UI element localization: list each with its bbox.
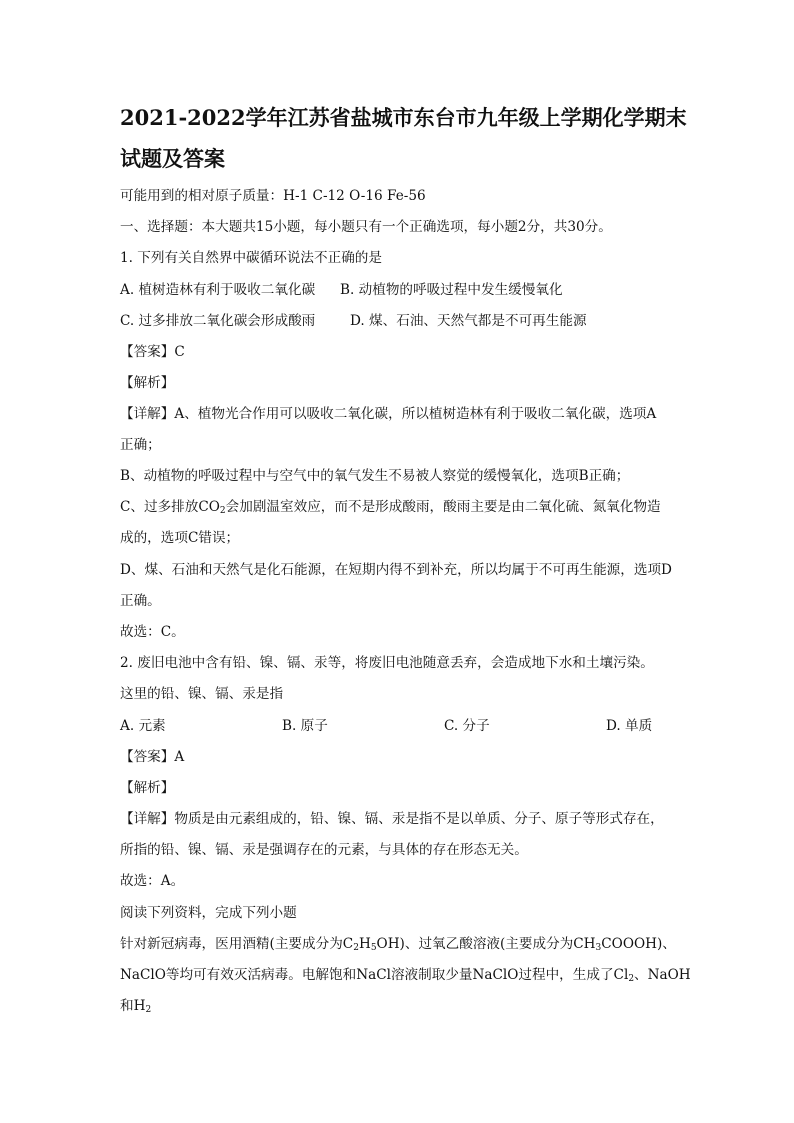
subscript: 2 <box>628 974 635 984</box>
subscript: 2 <box>353 943 359 953</box>
reading-text: COOOH)、 <box>601 936 676 952</box>
q2-detail-1 <box>120 811 664 827</box>
q2-options-row <box>120 718 652 734</box>
q1-choice: 故选：C。 <box>120 624 185 640</box>
answer-tag: 【答案】 <box>120 344 175 360</box>
q1-options-row2 <box>120 313 587 329</box>
document-title-line2: 试题及答案 <box>120 146 225 171</box>
reading-paragraph-3 <box>120 998 151 1014</box>
q2-option-b: B. 原子 <box>282 718 328 734</box>
q2-option-c: C. 分子 <box>444 718 490 734</box>
subscript: 2 <box>145 1005 152 1015</box>
q1-detail-3b: 成的，选项C错误； <box>120 530 240 546</box>
detail-tag: 【详解】 <box>120 811 175 827</box>
q2-stem-1: 2. 废旧电池中含有铅、镍、镉、汞等，将废旧电池随意丢弃，会造成地下水和土壤污染。 <box>120 655 654 671</box>
section-heading: 一、选择题：本大题共15小题，每小题只有一个正确选项，每小题2分，共30分。 <box>120 219 612 235</box>
subscript: 2 <box>219 506 226 516</box>
answer-tag: 【答案】 <box>120 749 175 765</box>
q1-stem: 1. 下列有关自然界中碳循环说法不正确的是 <box>120 250 382 266</box>
q1-answer <box>120 344 185 360</box>
subscript: 3 <box>595 943 602 953</box>
q2-option-a: A. 元素 <box>120 718 166 734</box>
q1-option-d: D. 煤、石油、天然气都是不可再生能源 <box>350 313 587 329</box>
detail-text: A、植物光合作用可以吸收二氧化碳，所以植树造林有利于吸收二氧化碳，选项A <box>174 406 657 422</box>
reading-paragraph-1 <box>120 936 676 952</box>
q1-detail-1b: 正确； <box>120 437 161 453</box>
detail-text: 物质是由元素组成的，铅、镍、镉、汞是指不是以单质、分子、原子等形式存在， <box>174 811 664 827</box>
reading-intro: 阅读下列资料，完成下列小题 <box>120 905 297 921</box>
reading-text: NaClO等均可有效灭活病毒。电解饱和NaCl溶液制取少量NaClO过程中，生成了Cl <box>120 967 629 983</box>
reading-text: H <box>358 936 371 952</box>
detail-text: 会加剧温室效应，而不是形成酸雨，酸雨主要是由二氧化硫、氮氧化物造 <box>225 499 661 515</box>
q1-option-c: C. 过多排放二氧化碳会形成酸雨 <box>120 313 316 329</box>
document-title-line1: 2021-2022学年江苏省盐城市东台市九年级上学期化学期末 <box>120 105 687 130</box>
subscript: 5 <box>370 943 377 953</box>
q2-choice: 故选：A。 <box>120 873 185 889</box>
answer-value: C <box>174 344 185 360</box>
q1-detail-4a: D、煤、石油和天然气是化石能源，在短期内得不到补充，所以均属于不可再生能源，选项D <box>120 562 672 578</box>
detail-text: C、过多排放CO <box>120 499 220 515</box>
q2-option-d: D. 单质 <box>606 718 653 734</box>
q2-answer <box>120 749 184 765</box>
reading-text: 和H <box>120 998 146 1014</box>
q1-detail-1a <box>120 406 656 422</box>
q2-detail-2: 所指的铅、镍、镉、汞是强调存在的元素，与具体的存在形态无关。 <box>120 842 528 858</box>
reading-text: 针对新冠病毒，医用酒精(主要成分为C <box>120 936 354 952</box>
q1-detail-3a <box>120 499 661 515</box>
atomic-mass-line: 可能用到的相对原子质量：H-1 C-12 O-16 Fe-56 <box>120 188 426 204</box>
q1-analysis-tag: 【解析】 <box>120 375 175 391</box>
reading-text: OH)、过氧乙酸溶液(主要成分为CH <box>376 936 596 952</box>
q1-options-row1 <box>120 282 563 298</box>
q1-option-b: B. 动植物的呼吸过程中发生缓慢氧化 <box>340 282 563 298</box>
q1-option-a: A. 植树造林有利于吸收二氧化碳 <box>120 282 316 298</box>
q1-detail-2: B、动植物的呼吸过程中与空气中的氧气发生不易被人察觉的缓慢氧化，选项B正确； <box>120 468 630 484</box>
reading-paragraph-2 <box>120 967 691 983</box>
q2-stem-2: 这里的铅、镍、镉、汞是指 <box>120 686 284 702</box>
reading-text: 、NaOH <box>634 967 691 983</box>
detail-tag: 【详解】 <box>120 406 175 422</box>
q2-analysis-tag: 【解析】 <box>120 780 175 796</box>
q1-detail-4b: 正确。 <box>120 593 161 609</box>
answer-value: A <box>174 749 185 765</box>
